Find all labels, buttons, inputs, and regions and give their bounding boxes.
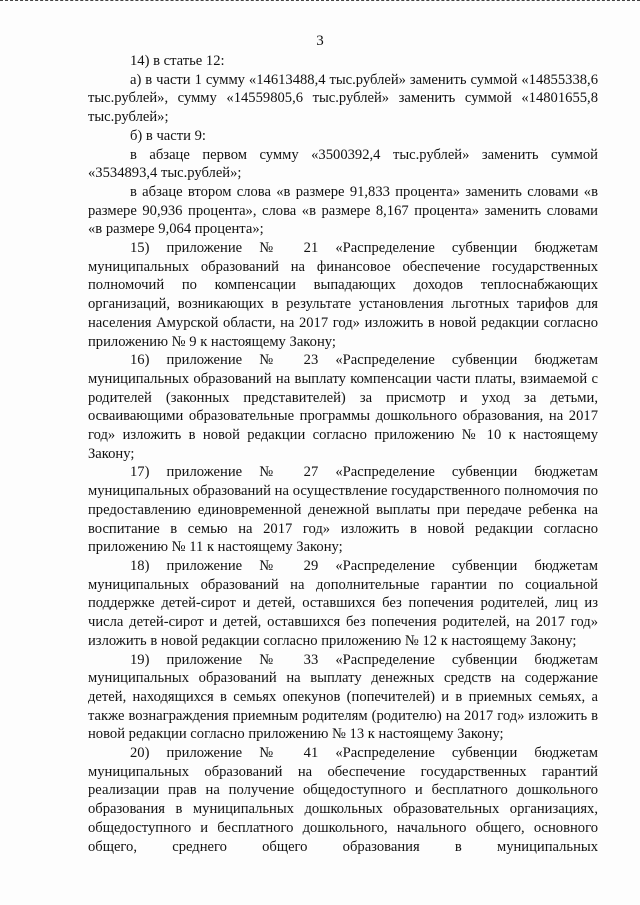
paragraph-14b-first: в абзаце первом сумму «3500392,4 тыс.рублей» заменить суммой «3534893,4 тыс.рублей»;: [88, 146, 598, 182]
page-number: 3: [316, 33, 324, 49]
paragraph-14b-second: в абзаце втором слова «в размере 91,833 процента» заменить словами «в размере 90,936 процента», слова «в размере 8,167 процента» заменить словами «в размере 9,064 процента»;: [88, 183, 598, 238]
paragraph-18: 18) приложение № 29 «Распределение субвенции бюджетам муниципальных образований на дополнительные гарантии по социальной поддержке детей-сирот и детей, оставшихся без попечения родителей, лиц из числа детей-сирот и детей, оставшихся без попечения родителей, на 2017 год» изложить в новой редакции согласно приложению № 12 к настоящему Закону;: [88, 557, 598, 649]
document-body: [88, 52, 598, 856]
scan-top-edge: [0, 0, 640, 5]
paragraph-20: 20) приложение № 41 «Распределение субвенции бюджетам муниципальных образований на обеспечение государственных гарантий реализации прав на получение общедоступного и бесплатного дошкольного образования в муниципальных дошкольных образовательных организациях, общедоступного и бесплатного дошкольного, начального общего, основного общего, среднего общего образования в муниципальных: [88, 745, 598, 855]
paragraph-14b: б) в части 9:: [130, 127, 206, 144]
paragraph-17: 17) приложение № 27 «Распределение субвенции бюджетам муниципальных образований на осуществление государственного полномочия по предоставлению единовременной денежной выплаты при передаче ребенка на воспитание в семью на 2017 год» изложить в новой редакции согласно приложению № 11 к настоящему Закону;: [88, 464, 598, 556]
paragraph-14a: а) в части 1 сумму «14613488,4 тыс.рублей» заменить суммой «14855338,6 тыс.рублей», сумму «14559805,6 тыс.рублей» заменить суммой «14801655,8 тыс.рублей»;: [88, 71, 598, 126]
paragraph-19: 19) приложение № 33 «Распределение субвенции бюджетам муниципальных образований на выплату денежных средств на содержание детей, находящихся в семьях опекунов (попечителей) и в приемных семьях, а также вознаграждения приемным родителям (родителю) на 2017 год» изложить в новой редакции согласно приложению № 13 к настоящему Закону;: [88, 651, 598, 743]
paragraph-15: 15) приложение № 21 «Распределение субвенции бюджетам муниципальных образований на финансовое обеспечение государственных полномочий по компенсации выпадающих доходов теплоснабжающих организаций, возникающих в результате установления льготных тарифов для населения Амурской области, на 2017 год» изложить в новой редакции согласно приложению № 9 к настоящему Закону;: [88, 240, 598, 350]
paragraph-14: 14) в статье 12:: [130, 53, 225, 69]
paragraph-16: 16) приложение № 23 «Распределение субвенции бюджетам муниципальных образований на выплату компенсации части платы, взимаемой с родителей (законных представителей) за присмотр и уход за детьми, осваивающими образовательные программы дошкольного образования, на 2017 год» изложить в новой редакции согласно приложению № 10 к настоящему Закону;: [88, 352, 598, 462]
